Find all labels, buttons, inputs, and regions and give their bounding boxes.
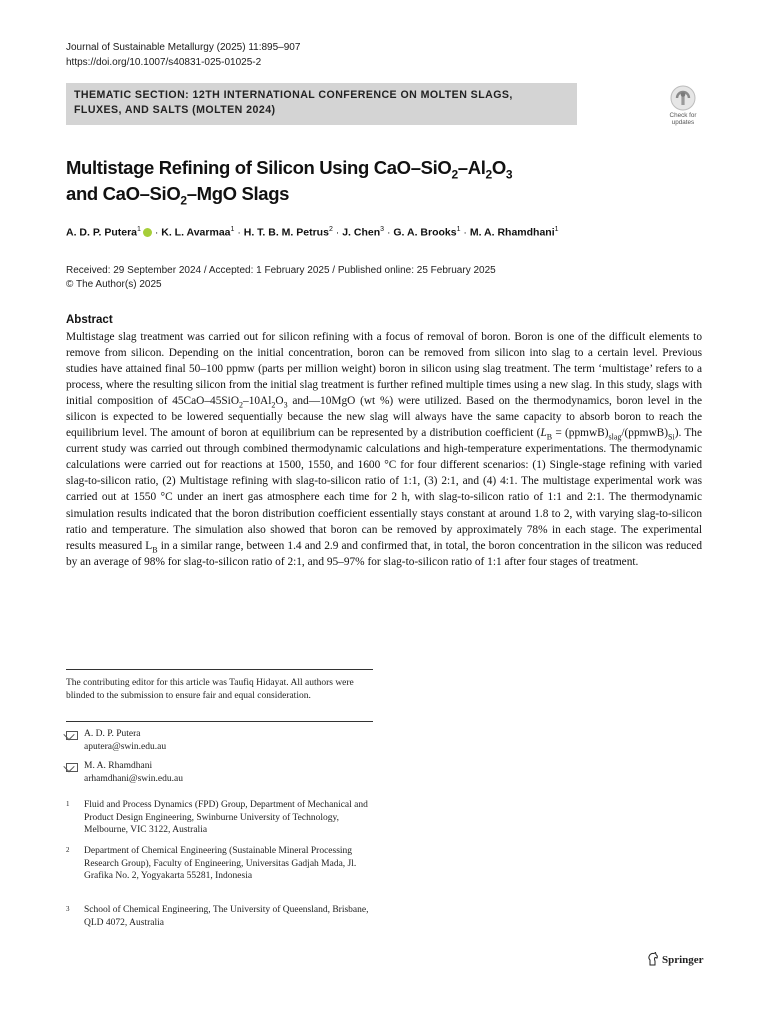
affiliation-text: School of Chemical Engineering, The University of Queensland, Brisbane, QLD 4072, Australia bbox=[84, 905, 369, 928]
abstract-text: Multistage slag treatment was carried out for silicon refining with a focus of removal of boron. Boron is one of the difficult elements to remove from silicon. Depending on the initial concentration, boron can be removed from silicon into slag to a certain level. Previous studies have attained final 50–100 ppmw (parts per million weight) boron in silicon using slag treatment. The term ‘multistage’ refers to a process, where the resulting silicon from the initial slag treatment is further refined multiple times using a new slag. In this study, slags with initial composition of $45CaO-45SiO_2-10Al_2O_3$ and—10MgO (wt %) were utilized. Based on the thermodynamics, boron level in the silicon is expected to be lowered sequentially because the new slag will always have the same capacity to absorb boron to reach the equilibrium level. The amount of boron at equilibrium can be represented by a distribution coefficient ($L_B$ = $(ppmwB)_{slag}/(ppmwB)_{Si}$). The current study was carried out through combined thermodynamic calculations and high-temperature experimentations. The thermodynamic calculations were carried out for reactions at 1500, 1550, and 1600 °C for four different scenarios: (1) Single-stage refining with varied slag-to-silicon ratio, (2) Multistage refining with slag-to-silicon ratio of 1:1, (3) 2:1, and (4) 4:1. The multistage experimental work was carried out at 1550 °C under an inert gas atmosphere each time for 2 h, with slag-to-silicon ratio of 1:1 and 2:1. The thermodynamic simulation results indicated that the boron distribution coefficient essentially stays constant at around 1.8 to 2, with varying slag-to-silicon ratio and temperature. The simulation also showed that boron can be removed by approximately 78% in each stage. The experimental results measured $L_B$ in a similar range, between 1.4 and 2.9 and confirmed that, in total, the boron concentration in the silicon was reduced by an average of 98% for slag-to-silicon ratio of 2:1, and 95–97% for slag-to-silicon ratio of 1:1 after four stages of treatment. bbox=[66, 331, 702, 568]
affiliation-text: Department of Chemical Engineering (Sustainable Mineral Processing Research Group), Faculty of Engineering, Universitas Gadjah Mada, Jl. Grafika No. 2, Yogyakarta 55281, Indonesia bbox=[84, 846, 357, 882]
footnote-divider-top bbox=[66, 669, 373, 670]
check-label-line-2: updates bbox=[671, 119, 695, 126]
affiliation-text: Fluid and Process Dynamics (FPD) Group, Department of Mechanical and Product Design Engineering, Swinburne University of Technology, Melbourne, VIC 3122, Australia bbox=[84, 800, 368, 836]
affiliation-number: 2 bbox=[66, 846, 70, 854]
title-line-2: and CaO–SiO$_2$–MgO Slags bbox=[66, 183, 290, 208]
author-affiliation-marker: 1 bbox=[137, 226, 141, 233]
correspondence-1 bbox=[66, 728, 167, 752]
author-affiliation-marker: 1 bbox=[230, 226, 235, 233]
springer-horse-icon bbox=[647, 952, 659, 966]
article-title bbox=[66, 155, 686, 207]
envelope-icon bbox=[66, 763, 78, 772]
correspondence-name: A. D. P. Putera bbox=[84, 729, 141, 739]
author-name[interactable]: J. Chen bbox=[342, 226, 381, 239]
author-separator: · bbox=[234, 226, 244, 239]
author-affiliation-marker: 2 bbox=[328, 226, 333, 233]
check-updates-label bbox=[662, 112, 704, 126]
editor-note: The contributing editor for this article was Taufiq Hidayat. All authors were blinded to the submission to ensure fair and equal consideration. bbox=[66, 678, 354, 701]
correspondence-email[interactable]: arhamdhani@swin.edu.au bbox=[84, 774, 183, 784]
author-separator: · bbox=[151, 226, 162, 239]
banner-line-2: FLUXES, AND SALTS (MOLTEN 2024) bbox=[74, 104, 276, 116]
abstract-heading: Abstract bbox=[66, 314, 113, 326]
author-name[interactable]: K. L. Avarmaa bbox=[161, 226, 231, 239]
author-affiliation-marker: 1 bbox=[456, 226, 461, 233]
check-for-updates-button[interactable] bbox=[662, 85, 704, 125]
envelope-icon bbox=[66, 731, 78, 740]
author-name[interactable]: M. A. Rhamdhani bbox=[469, 226, 555, 239]
footnote-divider-bottom bbox=[66, 721, 373, 722]
affiliation-number: 3 bbox=[66, 905, 70, 913]
check-label-line-1: Check for bbox=[669, 112, 697, 119]
publisher-name: Springer bbox=[662, 954, 704, 966]
author-separator: · bbox=[384, 226, 394, 239]
banner-text bbox=[74, 88, 569, 118]
author-name[interactable]: A. D. P. Putera bbox=[66, 226, 137, 239]
thematic-section-banner bbox=[66, 83, 577, 125]
author-affiliation-marker: 1 bbox=[554, 226, 559, 233]
author-affiliation-marker: 3 bbox=[380, 226, 385, 233]
author-name[interactable]: G. A. Brooks bbox=[393, 226, 457, 239]
dates-line: Received: 29 September 2024 / Accepted: 1 February 2025 / Published online: 25 February 2025 bbox=[66, 265, 496, 276]
journal-meta bbox=[66, 40, 300, 70]
correspondence-2 bbox=[66, 760, 183, 784]
check-for-updates-icon bbox=[670, 85, 696, 111]
correspondence-name: M. A. Rhamdhani bbox=[84, 761, 153, 771]
publication-dates bbox=[66, 264, 496, 292]
title-line-1: Multistage Refining of Silicon Using CaO–$SiO_2-Al_2O_3$ bbox=[66, 157, 513, 182]
springer-logo bbox=[647, 952, 704, 966]
affiliation-number: 1 bbox=[66, 800, 70, 808]
orcid-icon[interactable] bbox=[143, 228, 152, 237]
author-separator: · bbox=[332, 226, 343, 239]
copyright-line: © The Author(s) 2025 bbox=[66, 279, 162, 290]
banner-line-1: THEMATIC SECTION: 12TH INTERNATIONAL CONFERENCE ON MOLTEN SLAGS, bbox=[74, 89, 513, 101]
author-list bbox=[66, 226, 706, 239]
author-separator: · bbox=[460, 226, 470, 239]
correspondence-email[interactable]: aputera@swin.edu.au bbox=[84, 742, 167, 752]
doi-link[interactable]: https://doi.org/10.1007/s40831-025-01025-2 bbox=[66, 57, 262, 68]
journal-citation: Journal of Sustainable Metallurgy (2025) 11:895–907 bbox=[66, 42, 301, 53]
author-name[interactable]: H. T. B. M. Petrus bbox=[243, 226, 329, 239]
